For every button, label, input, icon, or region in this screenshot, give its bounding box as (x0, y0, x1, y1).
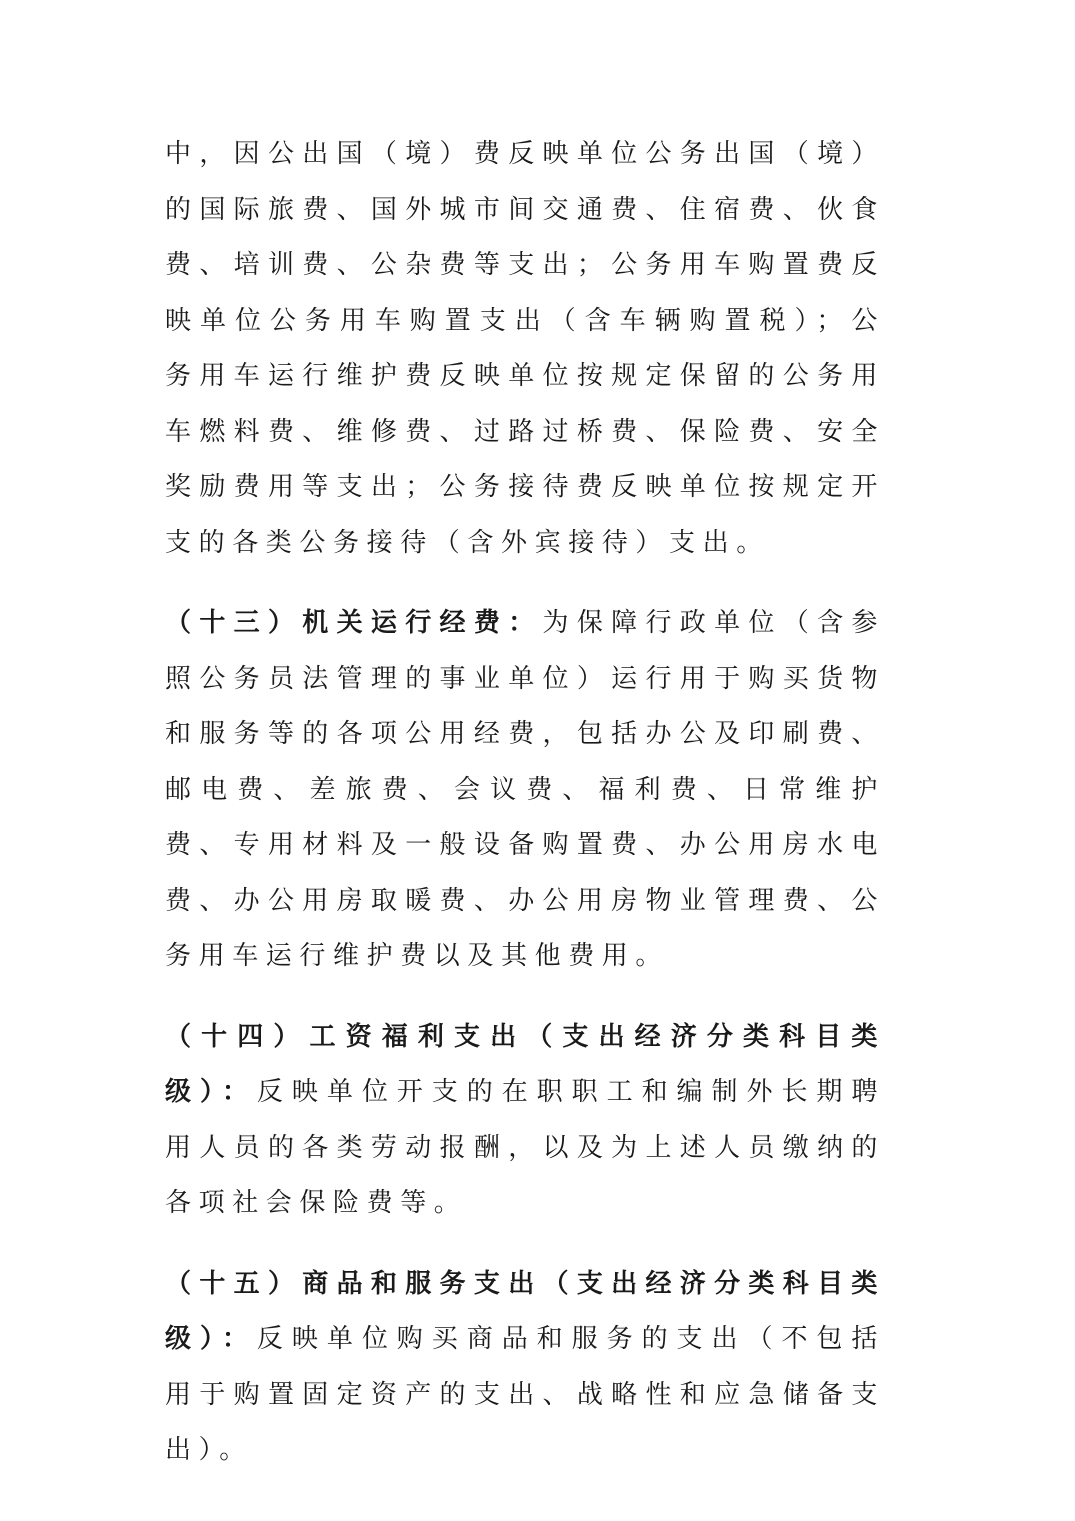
paragraph-heading: （十四）工资福利支出（支出经济分类科目类级）： (165, 1021, 885, 1107)
paragraph-text: 反映单位开支的在职职工和编制外长期聘用人员的各类劳动报酬，以及为上述人员缴纳的各项社会保险费等。 (165, 1077, 885, 1218)
paragraph-text: 反映单位购买商品和服务的支出（不包括用于购置固定资产的支出、战略性和应急储备支出）。 (165, 1324, 885, 1465)
paragraph-continuation (165, 127, 885, 571)
paragraph-heading: （十三）机关运行经费： (165, 608, 543, 638)
paragraph-text: 中，因公出国（境）费反映单位公务出国（境）的国际旅费、国外城市间交通费、住宿费、伙食费、培训费、公杂费等支出；公务用车购置费反映单位公务用车购置支出（含车辆购置税）；公务用车运行维护费反映单位按规定保留的公务用车燃料费、维修费、过路过桥费、保险费、安全奖励费用等支出；公务接待费反映单位按规定开支的各类公务接待（含外宾接待）支出。 (165, 139, 885, 558)
paragraph-heading: （十五）商品和服务支出（支出经济分类科目类级）： (165, 1268, 885, 1354)
paragraph-item-13 (165, 596, 885, 985)
paragraph-text: 为保障行政单位（含参照公务员法管理的事业单位）运行用于购买货物和服务等的各项公用经费，包括办公及印刷费、邮电费、差旅费、会议费、福利费、日常维护费、专用材料及一般设备购置费、办公用房水电费、办公用房取暖费、办公用房物业管理费、公务用车运行维护费以及其他费用。 (165, 608, 885, 971)
document-body (165, 127, 885, 1479)
paragraph-item-14 (165, 1010, 885, 1232)
paragraph-item-15 (165, 1257, 885, 1479)
